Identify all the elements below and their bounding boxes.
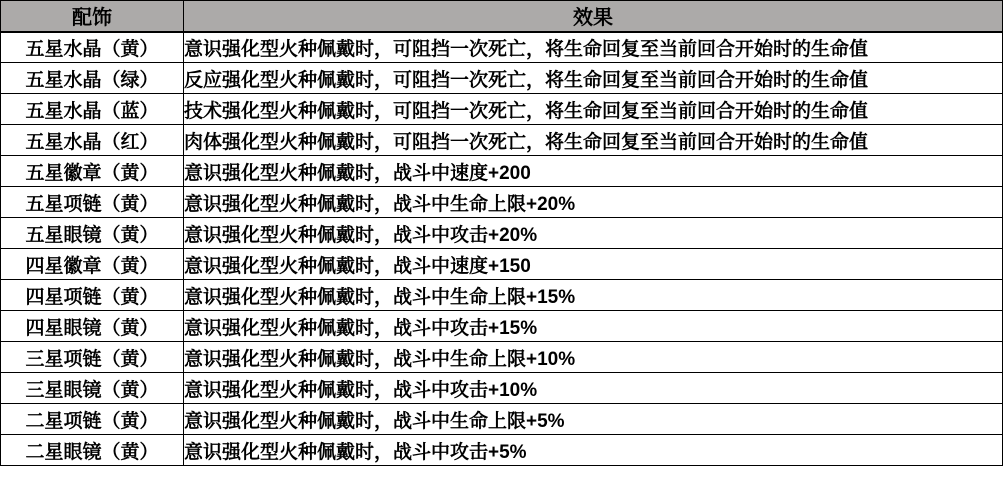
accessory-cell: 五星水晶（黄） (1, 32, 184, 63)
effect-column-header: 效果 (184, 1, 1003, 32)
accessory-cell: 五星水晶（蓝） (1, 94, 184, 125)
effect-cell: 肉体强化型火种佩戴时，可阻挡一次死亡，将生命回复至当前回合开始时的生命值 (184, 125, 1003, 156)
effect-cell: 意识强化型火种佩戴时，战斗中速度+200 (184, 156, 1003, 187)
table-row (1, 249, 1003, 280)
accessory-cell: 三星眼镜（黄） (1, 373, 184, 404)
table-row (1, 187, 1003, 218)
table-row (1, 32, 1003, 63)
accessory-cell: 五星眼镜（黄） (1, 218, 184, 249)
accessory-column-header: 配饰 (1, 1, 184, 32)
effect-cell: 意识强化型火种佩戴时，可阻挡一次死亡，将生命回复至当前回合开始时的生命值 (184, 32, 1003, 63)
table-row (1, 218, 1003, 249)
table-row (1, 125, 1003, 156)
accessory-cell: 五星项链（黄） (1, 187, 184, 218)
effect-cell: 意识强化型火种佩戴时，战斗中生命上限+5% (184, 404, 1003, 435)
accessory-cell: 五星水晶（红） (1, 125, 184, 156)
effect-cell: 反应强化型火种佩戴时，可阻挡一次死亡，将生命回复至当前回合开始时的生命值 (184, 63, 1003, 94)
effect-cell: 技术强化型火种佩戴时，可阻挡一次死亡，将生命回复至当前回合开始时的生命值 (184, 94, 1003, 125)
accessory-cell: 二星眼镜（黄） (1, 435, 184, 466)
accessory-cell: 四星眼镜（黄） (1, 311, 184, 342)
effect-cell: 意识强化型火种佩戴时，战斗中攻击+5% (184, 435, 1003, 466)
table-row (1, 404, 1003, 435)
table-header-row (1, 1, 1003, 32)
effect-cell: 意识强化型火种佩戴时，战斗中攻击+20% (184, 218, 1003, 249)
accessory-cell: 五星水晶（绿） (1, 63, 184, 94)
accessory-cell: 五星徽章（黄） (1, 156, 184, 187)
effect-cell: 意识强化型火种佩戴时，战斗中攻击+10% (184, 373, 1003, 404)
accessory-cell: 二星项链（黄） (1, 404, 184, 435)
table-row (1, 311, 1003, 342)
effect-cell: 意识强化型火种佩戴时，战斗中生命上限+10% (184, 342, 1003, 373)
table-row (1, 435, 1003, 466)
accessory-cell: 三星项链（黄） (1, 342, 184, 373)
table-row (1, 342, 1003, 373)
effect-cell: 意识强化型火种佩戴时，战斗中生命上限+15% (184, 280, 1003, 311)
table-row (1, 373, 1003, 404)
accessory-cell: 四星徽章（黄） (1, 249, 184, 280)
effect-cell: 意识强化型火种佩戴时，战斗中攻击+15% (184, 311, 1003, 342)
effect-cell: 意识强化型火种佩戴时，战斗中速度+150 (184, 249, 1003, 280)
table-row (1, 156, 1003, 187)
accessory-cell: 四星项链（黄） (1, 280, 184, 311)
table-row (1, 63, 1003, 94)
table-row (1, 94, 1003, 125)
effect-cell: 意识强化型火种佩戴时，战斗中生命上限+20% (184, 187, 1003, 218)
table-row (1, 280, 1003, 311)
